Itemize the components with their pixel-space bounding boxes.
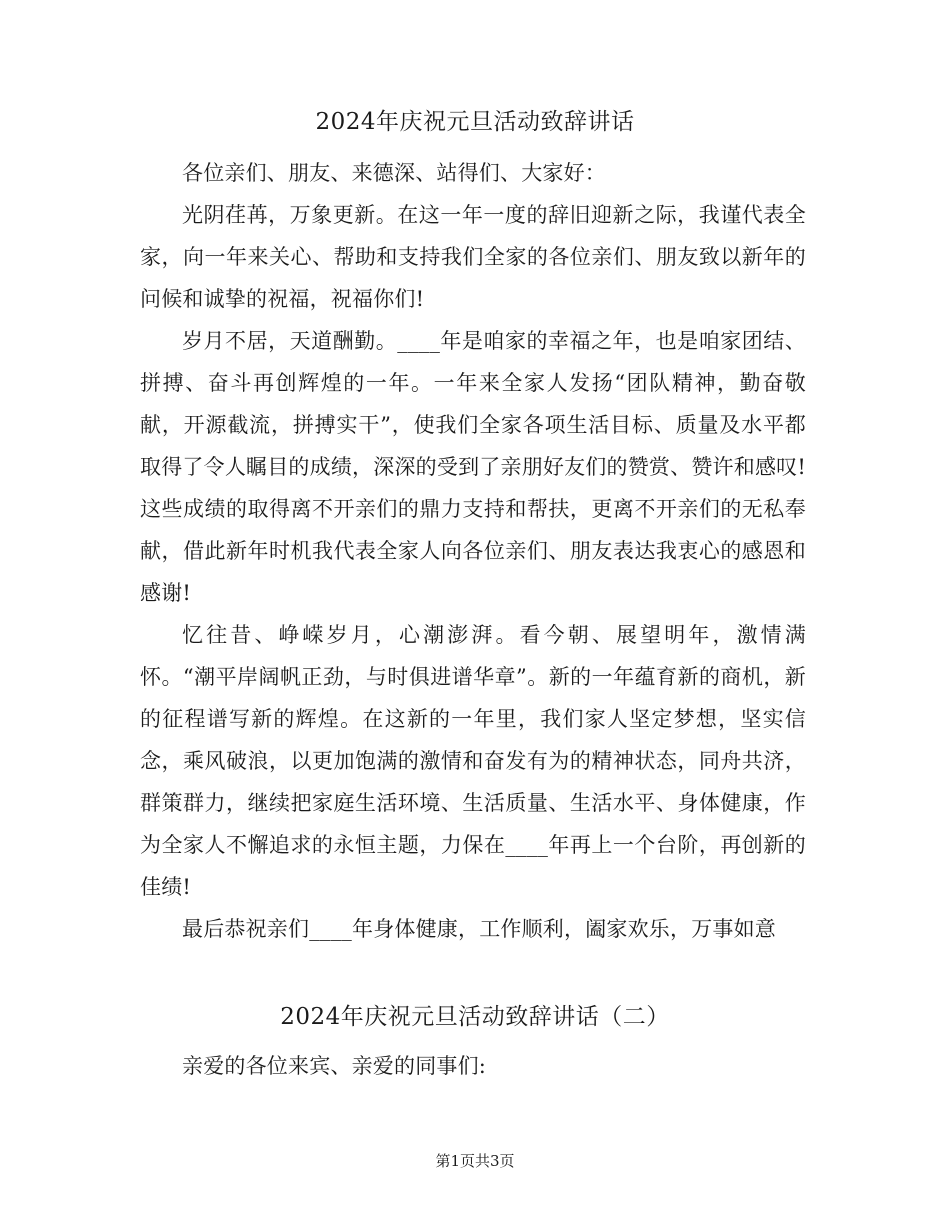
closing-paragraph: 最后恭祝亲们____年身体健康，工作顺利，阖家欢乐，万事如意 — [182, 917, 776, 941]
body-paragraph: 岁月不居，天道酬勤。____年是咱家的幸福之年，也是咱家团结、拼搏、奋斗再创辉煌的一年。一年来全家人发扬“团队精神，勤奋敬献，开源截流，拼搏实干”，使我们全家各项生活目标、质量及水平都取得了令人瞩目的成绩，深深的受到了亲朋好友们的赞赏、赞许和感叹!这些成绩的取得离不开亲们的鼎力支持和帮扶，更离不开亲们的无私奉献，借此新年时机我代表全家人向各位亲们、朋友表达我衷心的感恩和感谢! — [140, 329, 806, 605]
salutation-paragraph: 各位亲们、朋友、来德深、站得们、大家好： — [182, 161, 606, 185]
salutation-paragraph-2: 亲爱的各位来宾、亲爱的同事们: — [182, 1054, 487, 1078]
body-paragraph: 忆往昔、峥嵘岁月，心潮澎湃。看今朝、展望明年，激情满怀。“潮平岸阔帆正劲，与时俱进谱华章”。新的一年蕴育新的商机，新的征程谱写新的辉煌。在这新的一年里，我们家人坚定梦想，坚实信念，乘风破浪，以更加饱满的激情和奋发有为的精神状态，同舟共济，群策群力，继续把家庭生活环境、生活质量、生活水平、身体健康，作为全家人不懈追求的永恒主题，力保在____年再上一个台阶，再创新的佳绩! — [140, 623, 806, 899]
page-number-footer: 第1页共3页 — [435, 1152, 515, 1170]
body-paragraph: 光阴荏苒，万象更新。在这一年一度的辞旧迎新之际，我谨代表全家，向一年来关心、帮助和支持我们全家的各位亲们、朋友致以新年的问候和诚挚的祝福，祝福你们! — [140, 203, 806, 311]
section-title: 2024年庆祝元旦活动致辞讲话（二） — [280, 1004, 670, 1030]
document-title: 2024年庆祝元旦活动致辞讲话 — [315, 109, 635, 135]
